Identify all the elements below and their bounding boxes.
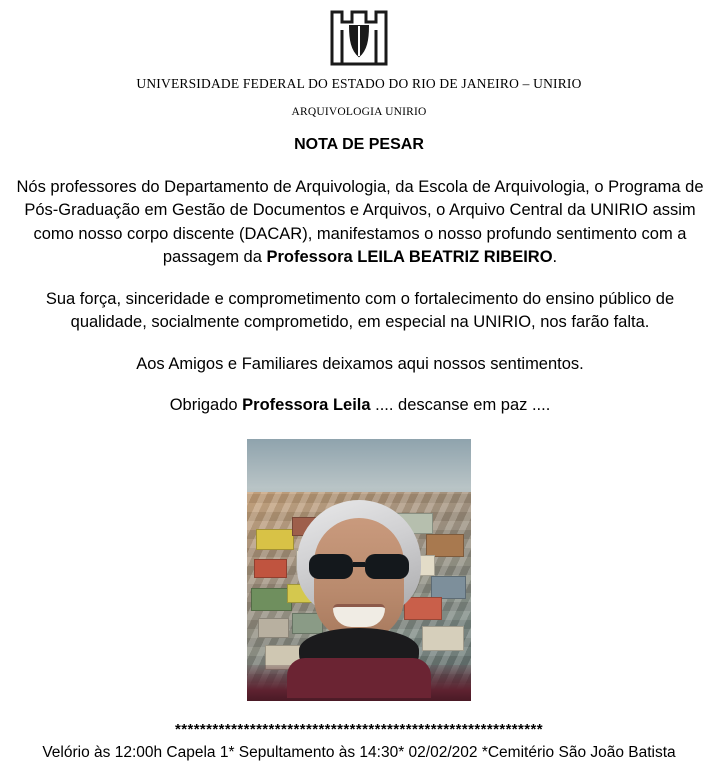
photo-smile bbox=[333, 604, 385, 627]
paragraph-4 bbox=[10, 394, 710, 417]
photo-house bbox=[258, 618, 289, 639]
photo-house bbox=[422, 626, 464, 651]
department-name: ARQUIVOLOGIA UNIRIO bbox=[291, 106, 427, 118]
photo-sunglasses bbox=[309, 554, 409, 580]
paragraph-2 bbox=[10, 288, 710, 335]
photo-house bbox=[426, 534, 464, 557]
separator-line: *********************************************************** bbox=[174, 721, 543, 739]
body-text: Obrigado bbox=[169, 395, 243, 414]
photo-container bbox=[10, 439, 708, 701]
body-text: . bbox=[552, 248, 558, 267]
photo-portrait bbox=[293, 500, 425, 696]
unirio-crest-icon bbox=[322, 6, 396, 68]
memorial-photo bbox=[247, 439, 471, 701]
body-text: Sua força, sinceridade e comprometimento com o fortalecimento do ensino público de qualidade, socialmente comprometido, em especial na UNIRIO, nos farão falta. bbox=[45, 289, 675, 332]
photo-house bbox=[251, 588, 291, 611]
paragraph-1 bbox=[10, 176, 710, 270]
emphasis-text: Professora Leila bbox=[242, 395, 371, 414]
notice-body bbox=[10, 176, 710, 417]
photo-house bbox=[256, 529, 294, 550]
photo-shirt bbox=[287, 658, 431, 698]
photo-house bbox=[431, 576, 467, 599]
body-text: Aos Amigos e Familiares deixamos aqui nossos sentimentos. bbox=[136, 354, 584, 373]
photo-house bbox=[254, 559, 287, 578]
logo-container bbox=[10, 6, 708, 72]
page-title: NOTA DE PESAR bbox=[294, 136, 424, 153]
funeral-details: Velório às 12:00h Capela 1* Sepultamento às 14:30* 02/02/202 *Cemitério São João Batista bbox=[42, 744, 676, 762]
body-text: .... descanse em paz .... bbox=[370, 395, 551, 414]
emphasis-text: Professora LEILA BEATRIZ RIBEIRO bbox=[266, 248, 553, 267]
body-text: Nós professores do Departamento de Arquivologia, da Escola de Arquivologia, o Programa de Pós-Graduação em Gestão de Documentos e Arquivos, o Arquivo Central da UNIRIO assim como nosso corpo discente (DACAR), manifestamos o nosso profundo sentimento com a passagem da bbox=[16, 178, 704, 267]
university-name: UNIVERSIDADE FEDERAL DO ESTADO DO RIO DE JANEIRO – UNIRIO bbox=[136, 76, 582, 91]
paragraph-3 bbox=[10, 353, 710, 376]
